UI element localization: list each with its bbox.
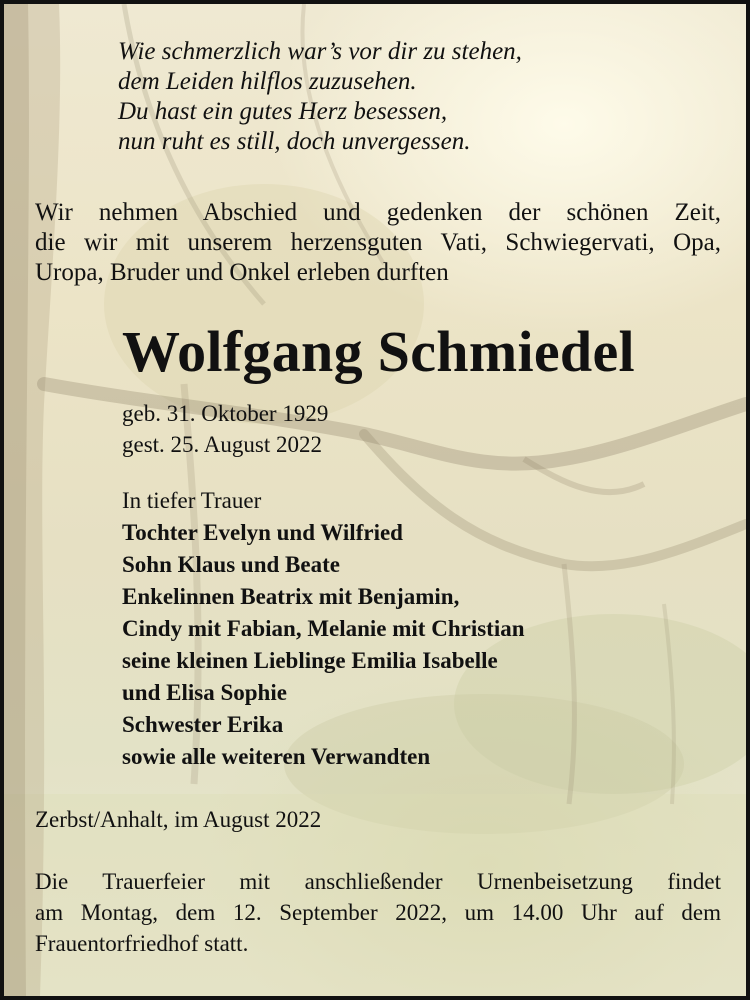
place-and-date: Zerbst/Anhalt, im August 2022 bbox=[35, 807, 322, 832]
mourner-line: Schwester Erika bbox=[122, 712, 284, 737]
mourner-line: sowie alle weiteren Verwandten bbox=[122, 744, 431, 769]
intro-line: Wir nehmen Abschied und gedenken der schönen Zeit, bbox=[35, 199, 721, 226]
mourner-line: Tochter Evelyn und Wilfried bbox=[122, 520, 403, 545]
mourner-line: Sohn Klaus und Beate bbox=[122, 552, 340, 577]
mourner-line: Cindy mit Fabian, Melanie mit Christian bbox=[122, 616, 525, 641]
funeral-info-line: Die Trauerfeier mit anschließender Urnenbeisetzung findet bbox=[35, 869, 721, 894]
intro-line: die wir mit unserem herzensguten Vati, Schwiegervati, Opa, bbox=[35, 229, 721, 256]
poem-line: Wie schmerzlich war’s vor dir zu stehen, bbox=[118, 38, 522, 65]
intro-text bbox=[35, 198, 721, 288]
funeral-info-line: Frauentorfriedhof statt. bbox=[35, 931, 249, 956]
mourner-line: seine kleinen Lieblinge Emilia Isabelle bbox=[122, 648, 498, 673]
birth-date: geb. 31. Oktober 1929 bbox=[122, 401, 329, 426]
poem-line: dem Leiden hilflos zuzusehen. bbox=[118, 68, 417, 95]
poem-line: nun ruht es still, doch unvergessen. bbox=[118, 128, 471, 155]
intro-line: Uropa, Bruder und Onkel erleben durften bbox=[35, 259, 449, 286]
mourning-intro: In tiefer Trauer bbox=[122, 488, 262, 513]
funeral-info bbox=[35, 866, 721, 959]
mourner-line: und Elisa Sophie bbox=[122, 680, 287, 705]
death-date: gest. 25. August 2022 bbox=[122, 432, 322, 457]
mourner-line: Enkelinnen Beatrix mit Benjamin, bbox=[122, 584, 460, 609]
poem-line: Du hast ein gutes Herz besessen, bbox=[118, 98, 448, 125]
deceased-name: Wolfgang Schmiedel bbox=[122, 319, 635, 384]
funeral-info-line: am Montag, dem 12. September 2022, um 14.00 Uhr auf dem bbox=[35, 900, 721, 925]
